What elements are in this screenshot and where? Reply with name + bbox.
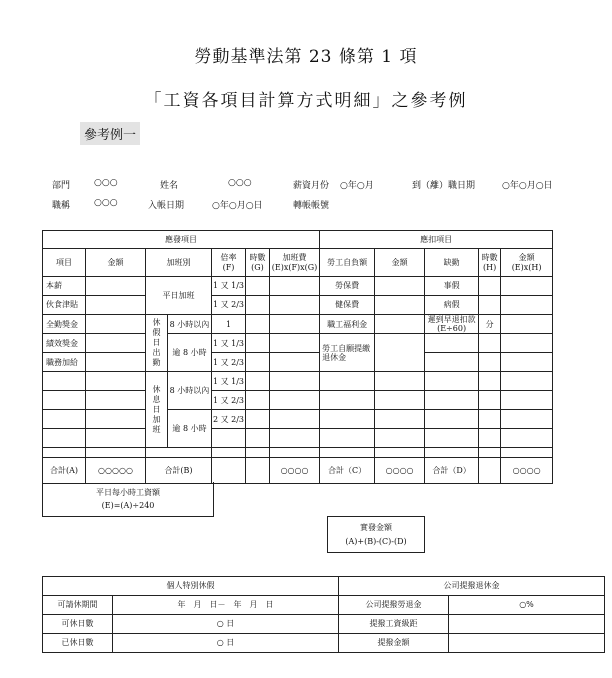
rate-cell: 1 又 2/3 [212,296,246,315]
over-8-hours-label: 逾 8 小時 [168,410,212,448]
absence-item: 遲到早退扣款(E÷60) [425,315,479,334]
leave-row-label: 已休日數 [43,634,113,653]
absence-amount-header: 金額 (E)x(H) [501,249,553,277]
salary-month-label: 薪資月份 [293,181,330,191]
leave-date-value: ○年○月○日 [502,181,553,191]
weekday-ot-label: 平日加班 [146,277,212,315]
total-d-label: 合計（D） [425,458,479,484]
hourly-wage-box [42,482,214,517]
net-pay-formula: (A)+(B)-(C)-(D) [345,537,407,546]
within-8-hours-label: 8 小時以內 [168,372,212,410]
pension-row-value [449,634,605,653]
total-c-value: ○○○○ [375,458,425,484]
pension-row-value [449,615,605,634]
rate-cell: 1 又 1/3 [212,372,246,391]
rate-cell: 1 又 2/3 [212,353,246,372]
page-title: 勞動基準法第 23 條第 1 項 [194,47,418,67]
pay-section-title: 應發項目 [43,231,320,249]
entry-date-label: 入帳日期 [148,201,185,211]
pay-item: 本薪 [43,277,86,296]
leave-pension-table [42,576,605,653]
leave-row-value: ○ 日 [113,634,339,653]
rate-header: 倍率 (F) [212,249,246,277]
net-pay-label: 實發金額 [360,522,392,532]
pension-title: 公司提撥退休金 [339,577,605,596]
pay-item: 伙食津貼 [43,296,86,315]
rate-cell: 2 又 2/3 [212,410,246,429]
dept-label: 部門 [52,181,71,191]
absence-hours-header: 時數 (H) [479,249,501,277]
total-a-label: 合計(A) [43,458,86,484]
pension-row-label: 提撥金額 [339,634,449,653]
deduct-item: 健保費 [320,296,375,315]
overtime-type-header: 加班別 [146,249,212,277]
total-b-value: ○○○○ [270,458,320,484]
hourly-wage-label: 平日每小時工資額 [96,487,160,497]
rate-cell: 1 又 2/3 [212,391,246,410]
title-label: 職稱 [52,201,71,211]
deduct-section-title: 應扣項目 [320,231,553,249]
total-d-value: ○○○○ [501,458,553,484]
leave-row-label: 可請休期間 [43,596,113,615]
leave-title: 個人特別休假 [43,577,339,596]
pay-item-header: 項目 [43,249,86,277]
deduct-item: 職工福利金 [320,315,375,334]
absence-item: 事假 [425,277,479,296]
leave-row-label: 可休日數 [43,615,113,634]
rate-cell: 1 [212,315,246,334]
name-label: 姓名 [160,181,179,191]
minute-unit: 分 [479,315,501,334]
rate-cell: 1 又 1/3 [212,277,246,296]
pay-item: 職務加給 [43,353,86,372]
pension-row-label: 公司提撥勞退金 [339,596,449,615]
salary-month-value: ○年○月 [340,181,374,191]
entry-date-value: ○年○月○日 [212,201,263,211]
over-8-hours-label: 逾 8 小時 [168,334,212,372]
leave-row-value: ○ 日 [113,615,339,634]
ot-pay-header: 加班費 (E)x(F)x(G) [270,249,320,277]
rate-cell: 1 又 1/3 [212,334,246,353]
pension-row-label: 提撥工資級距 [339,615,449,634]
account-label: 轉帳帳號 [293,201,330,211]
example-label: 參考例一 [80,122,140,145]
pay-item: 全勤獎金 [43,315,86,334]
pay-item: 績效獎金 [43,334,86,353]
pay-amount-header: 金額 [86,249,146,277]
deduct-item-header: 勞工自負額 [320,249,375,277]
deduct-item: 勞工自願提繳退休金 [320,334,375,372]
absence-item: 病假 [425,296,479,315]
title-value: ○○○ [94,198,118,208]
hours-header: 時數 (G) [246,249,270,277]
pension-row-value: ○% [449,596,605,615]
total-b-label: 合計(B) [146,458,212,484]
total-c-label: 合計（C） [320,458,375,484]
hourly-wage-formula: (E)=(A)÷240 [101,500,155,510]
absence-header: 缺勤 [425,249,479,277]
leave-row-value: 年 月 日－ 年 月 日 [113,596,339,615]
within-8-hours-label: 8 小時以內 [168,315,212,334]
dept-value: ○○○ [94,178,118,188]
leave-date-label: 到（離）職日期 [412,181,476,191]
net-pay-box [327,516,425,553]
name-value: ○○○ [228,178,252,188]
page-subtitle: 「工資各項目計算方式明細」之參考例 [144,91,468,111]
total-a-value: ○○○○○ [86,458,146,484]
deduct-amount-header: 金額 [375,249,425,277]
rest-day-ot-label: 休息日加班 [152,384,161,434]
wage-table [42,230,553,484]
deduct-item: 勞保費 [320,277,375,296]
rest-day-work-label: 休假日出勤 [152,318,161,368]
